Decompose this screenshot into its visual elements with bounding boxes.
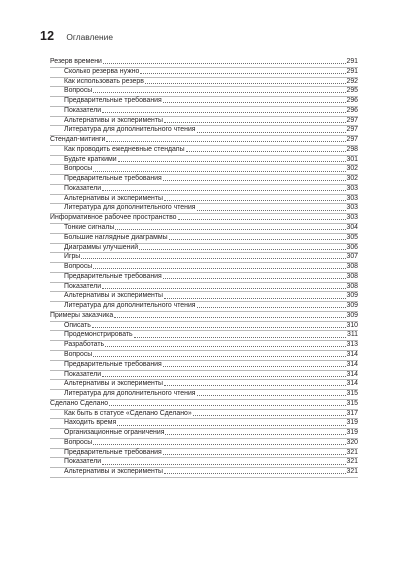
dot-leader [197,210,346,211]
toc-entry-title: Показатели [64,370,102,378]
toc-entry-page-number: 314 [346,360,358,368]
toc-entry-page-number: 319 [346,429,358,437]
toc-entry-title: Альтернативы и эксперименты [64,116,163,124]
toc-section-entry [50,156,358,166]
dot-leader [140,73,345,74]
toc-entry-page-number: 308 [346,272,358,280]
table-of-contents [50,58,358,478]
toc-entry-title: Вопросы [64,165,93,173]
toc-section-entry [50,253,358,263]
toc-entry-page-number: 315 [346,399,358,407]
dot-leader [164,122,346,123]
toc-entry-title: Как использовать резерв [64,77,144,85]
dot-leader [93,356,345,357]
toc-section-entry [50,468,358,478]
toc-section-entry [50,341,358,351]
toc-entry-title: Предварительные требования [64,360,162,368]
toc-entry-page-number: 303 [346,194,358,202]
toc-entry-page-number: 302 [346,165,358,173]
dot-leader [193,415,346,416]
toc-entry-page-number: 292 [346,77,358,85]
toc-entry-title: Вопросы [64,350,93,358]
dot-leader [109,405,345,406]
toc-entry-title: Вопросы [64,87,93,95]
dot-leader [102,112,345,113]
toc-entry-title: Показатели [64,282,102,290]
toc-section-entry [50,429,358,439]
toc-section-entry [50,78,358,88]
toc-entry-page-number: 297 [346,136,358,144]
dot-leader [197,307,346,308]
dot-leader [134,337,346,338]
toc-entry-page-number: 314 [346,370,358,378]
toc-entry-page-number: 296 [346,97,358,105]
toc-entry-page-number: 291 [346,58,358,65]
dot-leader [115,229,345,230]
toc-entry-title: Показатели [64,184,102,192]
toc-entry-page-number: 309 [346,292,358,300]
toc-entry-page-number: 297 [346,126,358,134]
dot-leader [102,288,345,289]
toc-entry-title: Литература для дополнительного чтения [64,204,196,212]
toc-entry-title: Литература для дополнительного чтения [64,126,196,134]
dot-leader [145,83,346,84]
toc-entry-page-number: 317 [346,409,358,417]
toc-entry-page-number: 302 [346,175,358,183]
toc-entry-title: Альтернативы и эксперименты [64,380,163,388]
toc-entry-page-number: 303 [346,214,358,222]
dot-leader [165,434,345,435]
toc-entry-title: Литература для дополнительного чтения [64,390,196,398]
toc-entry-page-number: 314 [346,350,358,358]
dot-leader [197,132,346,133]
toc-entry-page-number: 304 [346,224,358,232]
toc-entry-title: Разработать [64,341,105,349]
dot-leader [164,385,346,386]
toc-entry-page-number: 314 [346,380,358,388]
dot-leader [102,376,345,377]
toc-entry-page-number: 309 [346,302,358,310]
dot-leader [164,200,346,201]
toc-entry-page-number: 309 [346,311,358,319]
toc-entry-page-number: 319 [346,419,358,427]
toc-entry-title: Вопросы [64,263,93,271]
toc-entry-title: Продемонстрировать [64,331,133,339]
toc-entry-title: Информативное рабочее пространство [50,214,177,222]
toc-entry-page-number: 303 [346,184,358,192]
dot-leader [163,180,346,181]
toc-entry-page-number: 306 [346,243,358,251]
dot-leader [93,92,345,93]
toc-entry-page-number: 305 [346,233,358,241]
dot-leader [106,141,345,142]
toc-entry-page-number: 301 [346,155,358,163]
dot-leader [93,268,345,269]
toc-entry-page-number: 308 [346,282,358,290]
dot-leader [105,346,345,347]
toc-entry-title: Альтернативы и эксперименты [64,194,163,202]
toc-entry-title: Диаграммы улучшений [64,243,139,251]
dot-leader [169,239,346,240]
toc-entry-title: Вопросы [64,438,93,446]
toc-entry-title: Описать [64,321,91,329]
dot-leader [197,395,346,396]
dot-leader [163,102,346,103]
page-header [40,29,113,45]
toc-entry-title: Примеры заказчика [50,311,114,319]
dot-leader [163,454,346,455]
dot-leader [92,327,346,328]
toc-entry-title: Альтернативы и эксперименты [64,468,163,476]
toc-entry-title: Предварительные требования [64,272,162,280]
dot-leader [118,161,346,162]
toc-entry-title: Предварительные требования [64,97,162,105]
toc-entry-title: Как проводить ежедневные стендапы [64,145,185,153]
toc-entry-page-number: 321 [346,448,358,456]
dot-leader [81,258,345,259]
dot-leader [178,219,346,220]
dot-leader [102,464,345,465]
toc-entry-page-number: 298 [346,145,358,153]
toc-entry-title: Показатели [64,106,102,114]
toc-chapter-entry [50,312,358,322]
dot-leader [139,249,345,250]
toc-entry-page-number: 303 [346,204,358,212]
toc-entry-page-number: 311 [347,331,358,339]
dot-leader [102,190,345,191]
toc-entry-title: Стендап-митинги [50,136,106,144]
dot-leader [164,473,346,474]
toc-entry-page-number: 321 [346,468,358,476]
toc-entry-title: Большие наглядные диаграммы [64,233,168,241]
toc-entry-title: Организационные ограничения [64,429,165,437]
toc-entry-page-number: 308 [346,263,358,271]
toc-entry-page-number: 295 [346,87,358,95]
dot-leader [103,63,346,64]
dot-leader [117,425,345,426]
page-number: 12 [40,29,55,43]
toc-entry-page-number: 296 [346,106,358,114]
toc-entry-title: Резерв времени [50,58,102,65]
toc-entry-title: Показатели [64,458,102,466]
dot-leader [163,278,346,279]
toc-entry-page-number: 310 [346,321,358,329]
toc-entry-title: Как быть в статусе «Сделано Сделано» [64,409,192,417]
toc-entry-title: Литература для дополнительного чтения [64,302,196,310]
toc-entry-title: Предварительные требования [64,448,162,456]
dot-leader [163,366,346,367]
toc-entry-title: Будьте краткими [64,155,117,163]
toc-entry-page-number: 291 [346,67,358,75]
toc-entry-page-number: 307 [346,253,358,261]
dot-leader [186,151,346,152]
toc-entry-page-number: 297 [346,116,358,124]
toc-entry-title: Предварительные требования [64,175,162,183]
dot-leader [93,444,345,445]
toc-entry-title: Игры [64,253,81,261]
dot-leader [93,171,345,172]
dot-leader [114,317,345,318]
toc-entry-title: Сделано Сделано [50,399,109,407]
toc-entry-title: Альтернативы и эксперименты [64,292,163,300]
dot-leader [164,298,346,299]
toc-entry-page-number: 321 [346,458,358,466]
toc-entry-page-number: 313 [346,341,358,349]
toc-entry-title: Сколько резерва нужно [64,67,140,75]
running-title: Оглавление [66,32,114,42]
toc-entry-page-number: 315 [346,390,358,398]
toc-entry-title: Тонкие сигналы [64,224,115,232]
toc-section-entry [50,244,358,254]
toc-entry-title: Находить время [64,419,117,427]
toc-entry-page-number: 320 [346,438,358,446]
